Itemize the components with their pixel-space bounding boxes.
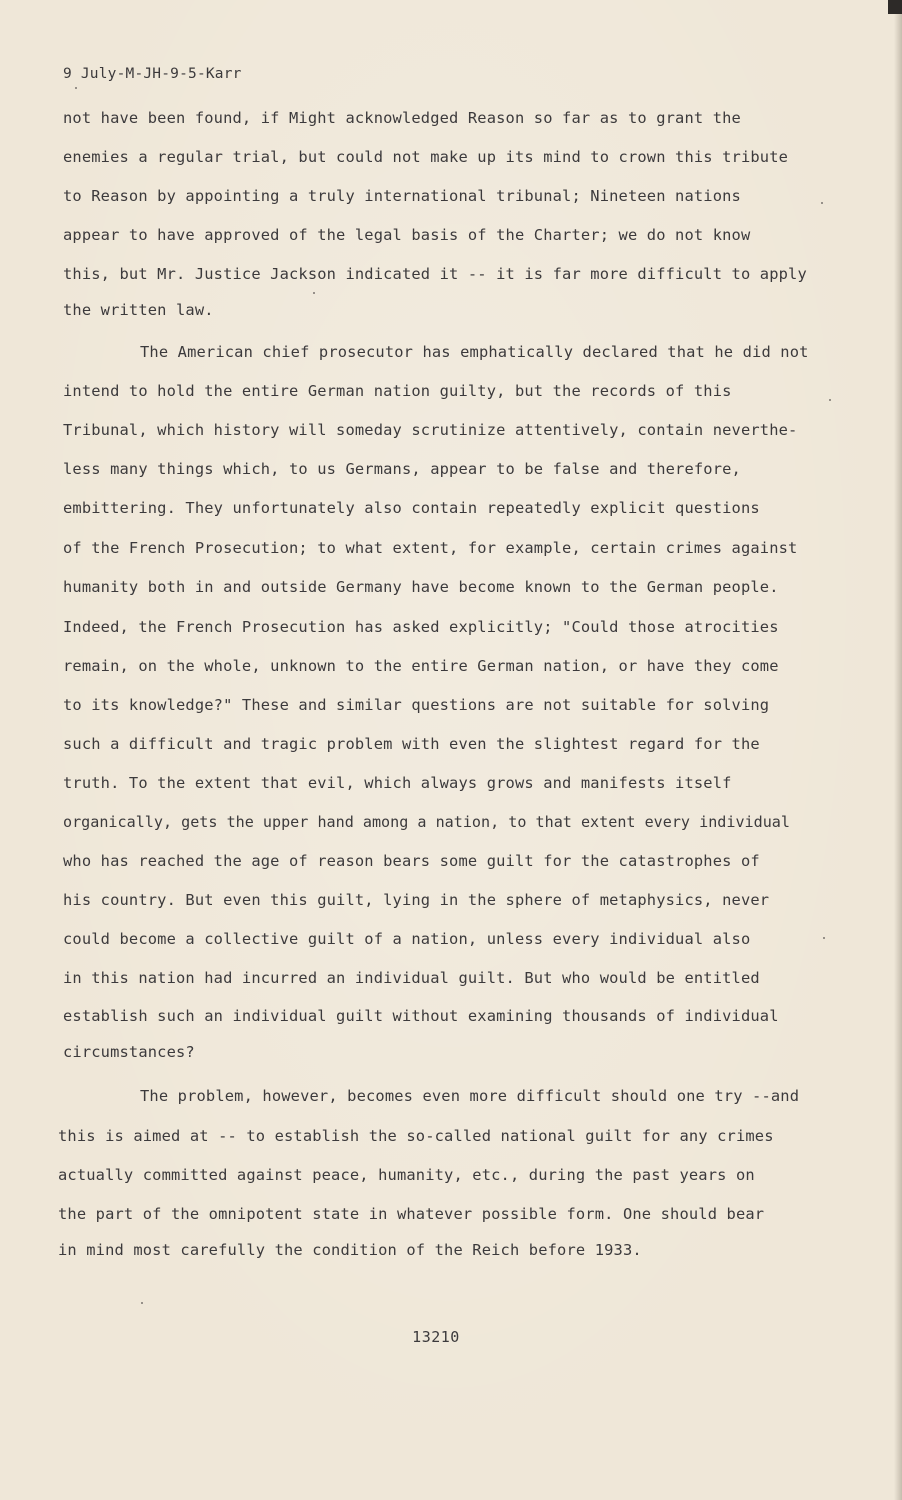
- ink-speck: [313, 292, 315, 294]
- text-line: this is aimed at -- to establish the so-called national guilt for any crimes: [58, 1127, 774, 1145]
- document-reference-header: 9 July-M-JH-9-5-Karr: [63, 66, 242, 82]
- text-line: appear to have approved of the legal basis of the Charter; we do not know: [63, 226, 751, 244]
- text-line: could become a collective guilt of a nation, unless every individual also: [63, 930, 751, 948]
- text-line: intend to hold the entire German nation guilty, but the records of this: [63, 382, 732, 400]
- text-line: this, but Mr. Justice Jackson indicated it -- it is far more difficult to apply: [63, 265, 807, 283]
- text-line: Tribunal, which history will someday scrutinize attentively, contain neverthe-: [63, 421, 798, 439]
- text-line: not have been found, if Might acknowledged Reason so far as to grant the: [63, 109, 741, 127]
- text-line: actually committed against peace, humanity, etc., during the past years on: [58, 1166, 755, 1184]
- ink-speck: [821, 202, 823, 204]
- text-line: truth. To the extent that evil, which always grows and manifests itself: [63, 774, 732, 792]
- text-line: The problem, however, becomes even more difficult should one try --and: [140, 1087, 800, 1105]
- ink-speck: [829, 399, 831, 401]
- text-line: humanity both in and outside Germany have become known to the German people.: [63, 578, 779, 596]
- text-line: organically, gets the upper hand among a nation, to that extent every individual: [63, 813, 790, 831]
- page-edge-shadow: [894, 0, 902, 1500]
- text-line: circumstances?: [63, 1043, 195, 1061]
- text-line: establish such an individual guilt without examining thousands of individual: [63, 1007, 779, 1025]
- text-line: who has reached the age of reason bears some guilt for the catastrophes of: [63, 852, 760, 870]
- ink-speck: [75, 87, 77, 89]
- text-line: of the French Prosecution; to what extent, for example, certain crimes against: [63, 539, 798, 557]
- text-line: remain, on the whole, unknown to the entire German nation, or have they come: [63, 657, 779, 675]
- ink-speck: [141, 1302, 143, 1304]
- ink-speck: [823, 937, 825, 939]
- text-line: to Reason by appointing a truly international tribunal; Nineteen nations: [63, 187, 741, 205]
- text-line: embittering. They unfortunately also contain repeatedly explicit questions: [63, 499, 760, 517]
- text-line: his country. But even this guilt, lying in the sphere of metaphysics, never: [63, 891, 770, 909]
- text-line: in mind most carefully the condition of the Reich before 1933.: [58, 1241, 642, 1259]
- page-number: 13210: [412, 1328, 460, 1346]
- text-line: The American chief prosecutor has emphatically declared that he did not: [140, 343, 809, 361]
- text-line: less many things which, to us Germans, appear to be false and therefore,: [63, 460, 741, 478]
- text-line: to its knowledge?" These and similar questions are not suitable for solving: [63, 696, 770, 714]
- text-line: the written law.: [63, 301, 214, 319]
- corner-mark: [888, 0, 902, 14]
- text-line: Indeed, the French Prosecution has asked explicitly; "Could those atrocities: [63, 618, 779, 636]
- text-line: such a difficult and tragic problem with even the slightest regard for the: [63, 735, 760, 753]
- text-line: in this nation had incurred an individual guilt. But who would be entitled: [63, 969, 760, 987]
- text-line: enemies a regular trial, but could not make up its mind to crown this tribute: [63, 148, 789, 166]
- text-line: the part of the omnipotent state in whatever possible form. One should bear: [58, 1205, 765, 1223]
